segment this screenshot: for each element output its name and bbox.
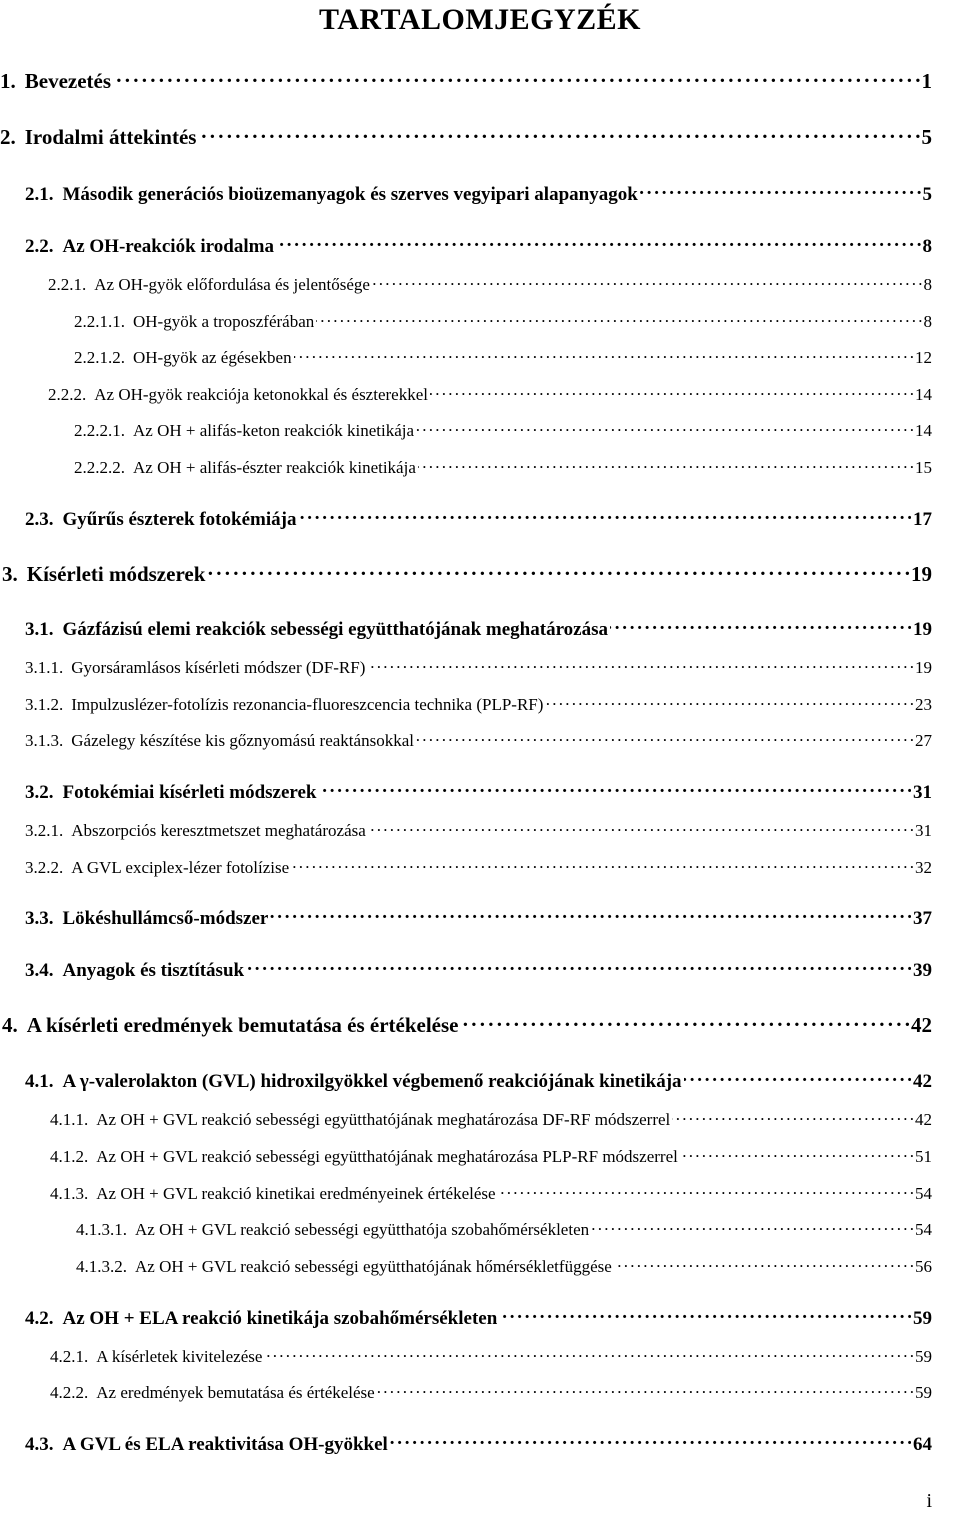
toc-entry-title: A kísérletek kivitelezése [96,1347,263,1366]
toc-entry-page: 12 [915,348,932,367]
toc-entry[interactable] [25,957,932,982]
toc-entry[interactable] [0,123,932,150]
toc-entry[interactable] [50,1381,932,1403]
toc-entry-page: 8 [923,312,932,331]
toc-entry-title: Az OH-gyök előfordulása és jelentősége [94,275,370,294]
toc-entry[interactable] [50,1182,932,1204]
toc-entry-title: Gyűrűs észterek fotokémiája [62,509,297,530]
dot-leader [430,383,913,400]
toc-entry-number: 4.1. [25,1071,54,1092]
toc-entry-number: 2.1. [25,184,54,205]
toc-entry[interactable] [25,181,932,206]
toc-entry-title: Lökéshullámcső-módszer [62,908,269,929]
toc-entry-title: Az OH + GVL reakció kinetikai eredményeinek értékelése [96,1184,496,1203]
toc-entry-number: 4.2.2. [50,1383,89,1402]
toc-entry-number: 3.3. [25,908,54,929]
toc-entry-page: 51 [915,1147,932,1166]
toc-entry-title: Második generációs bioüzemanyagok és szerves vegyipari alapanyagok [62,184,638,205]
dot-leader [270,905,911,924]
toc-entry-number: 2.2.1.1. [74,312,125,331]
dot-leader [614,1255,913,1272]
dot-leader [372,273,922,290]
toc-entry-page: 15 [915,458,932,477]
toc-entry-number: 3.1.1. [25,658,64,677]
toc-entry-title: Az OH + GVL reakció sebességi együtthatója szobahőmérsékleten [135,1220,590,1239]
page-title: TARTALOMJEGYZÉK [318,3,642,36]
toc-entry-title: Gázelegy készítése kis gőznyomású reaktánsokkal [71,731,414,750]
dot-leader [377,1381,913,1398]
toc-entry-number: 4.2. [25,1308,54,1329]
toc-entry-title: Kísérleti módszerek [26,562,206,586]
toc-entry-page: 42 [915,1110,932,1129]
dot-leader [545,693,913,710]
toc-entry-page: 23 [915,695,932,714]
toc-entry-page: 19 [913,619,932,640]
toc-entry-number: 4.1.3.2. [76,1257,127,1276]
toc-entry[interactable] [25,506,932,531]
toc-entry[interactable] [25,1431,932,1456]
toc-entry-title: Az eredmények bemutatása és értékelése [96,1383,375,1402]
toc-entry-number: 4.1.2. [50,1147,89,1166]
toc-entry-page: 54 [915,1184,932,1203]
toc-entry[interactable] [76,1218,932,1240]
toc-entry-page: 8 [923,275,932,294]
toc-entry-title: A γ-valerolakton (GVL) hidroxilgyökkel végbemenő reakciójának kinetikája [62,1071,682,1092]
toc-entry-title: Az OH + ELA reakció kinetikája szobahőmérsékleten [62,1308,498,1329]
toc-entry-title: Impulzuslézer-fotolízis rezonancia-fluoreszcencia technika (PLP-RF) [71,695,544,714]
toc-entry-number: 2.2.1.2. [74,348,125,367]
toc-entry[interactable] [2,1011,932,1038]
toc-entry[interactable] [25,856,932,878]
toc-entry[interactable] [25,819,932,841]
toc-entry-page: 17 [913,509,932,530]
dot-leader [680,1145,913,1162]
toc-entry-page: 14 [915,421,932,440]
toc-entry-title: Az OH-reakciók irodalma [62,236,274,257]
toc-entry-number: 2.3. [25,509,54,530]
dot-leader [316,310,921,327]
toc-entry-title: Gázfázisú elemi reakciók sebességi együtthatójának meghatározása [62,619,608,640]
toc-entry-title: Az OH + GVL reakció sebességi együtthatójának hőmérsékletfüggése [135,1257,612,1276]
toc-entry[interactable] [2,560,932,587]
toc-entry-page: 59 [915,1383,932,1402]
dot-leader [591,1218,913,1235]
toc-entry[interactable] [25,779,932,804]
toc-entry-page: 5 [921,125,932,149]
toc-entry-title: OH-gyök a troposzférában [133,312,315,331]
toc-entry[interactable] [76,1255,932,1277]
toc-entry-title: Gyorsáramlásos kísérleti módszer (DF-RF) [71,658,366,677]
toc-entry-number: 2.2.2.1. [74,421,125,440]
toc-entry[interactable] [74,346,932,368]
toc-entry[interactable] [74,310,932,332]
dot-leader [246,957,911,976]
toc-entry-number: 4.3. [25,1434,54,1455]
toc-entry-number: 4.1.3. [50,1184,89,1203]
toc-entry-title: Az OH + alifás-keton reakciók kinetikája [133,421,415,440]
dot-leader [672,1108,913,1125]
toc-entry-number: 2.2.2.2. [74,458,125,477]
toc-entry-page: 39 [913,960,932,981]
toc-entry[interactable] [25,693,932,715]
toc-entry-number: 3. [2,562,18,586]
dot-leader [298,506,911,525]
toc-entry-number: 3.2.1. [25,821,64,840]
toc-entry-title: A kísérleti eredmények bemutatása és értékelése [26,1013,459,1037]
toc-entry[interactable] [50,1108,932,1130]
dot-leader [198,123,919,144]
toc-entry-title: Fotokémiai kísérleti módszerek [62,782,317,803]
dot-leader [610,616,911,635]
toc-entry-page: 42 [913,1071,932,1092]
toc-entry[interactable] [25,1305,932,1330]
toc-entry-page: 27 [915,731,932,750]
toc-entry-page: 19 [911,562,932,586]
toc-entry[interactable] [25,616,932,641]
toc-entry-title: Az OH + GVL reakció sebességi együtthatójának meghatározása DF-RF módszerrel [96,1110,671,1129]
toc-entry-number: 4. [2,1013,18,1037]
toc-entry[interactable] [25,729,932,751]
toc-entry-title: Az OH-gyök reakciója ketonokkal és észterekkel [94,385,428,404]
toc-entry-page: 64 [913,1434,932,1455]
toc-entry-number: 2.2.1. [48,275,87,294]
toc-entry-title: Irodalmi áttekintés [24,125,197,149]
toc-entry[interactable] [74,456,932,478]
dot-leader [461,1011,909,1032]
toc-entry-page: 56 [915,1257,932,1276]
toc-entry[interactable] [0,67,932,94]
toc-entry-title: Az OH + GVL reakció sebességi együtthatójának meghatározása PLP-RF módszerrel [96,1147,678,1166]
toc-entry-number: 1. [0,69,16,93]
toc-entry-title: OH-gyök az égésekben [133,348,292,367]
toc-entry-number: 3.4. [25,960,54,981]
toc-entry-page: 31 [915,821,932,840]
dot-leader [294,346,913,363]
toc-entry-page: 54 [915,1220,932,1239]
dot-leader [498,1182,913,1199]
toc-entry-title: A GVL exciplex-lézer fotolízise [71,858,290,877]
dot-leader [319,779,912,798]
toc-entry-title: Az OH + alifás-észter reakciók kinetikája [133,458,416,477]
dot-leader [499,1305,911,1324]
toc-entry[interactable] [25,233,932,258]
toc-entry[interactable] [48,383,932,405]
dot-leader [291,856,913,873]
toc-entry-page: 5 [922,184,932,205]
toc-entry-page: 42 [911,1013,932,1037]
toc-entry[interactable] [50,1145,932,1167]
toc-entry[interactable] [25,656,932,678]
toc-entry-number: 3.1. [25,619,54,640]
toc-entry-page: 31 [913,782,932,803]
dot-leader [368,819,913,836]
toc-entry[interactable] [74,419,932,441]
toc-entry-page: 19 [915,658,932,677]
toc-entry-number: 3.1.3. [25,731,64,750]
toc-entry-page: 14 [915,385,932,404]
toc-entry-number: 2. [0,125,16,149]
toc-entry-title: Bevezetés [24,69,112,93]
dot-leader [640,181,921,200]
dot-leader [416,729,913,746]
dot-leader [416,419,913,436]
toc-entry-number: 2.2. [25,236,54,257]
toc-entry-page: 59 [913,1308,932,1329]
toc-entry-page: 32 [915,858,932,877]
dot-leader [418,456,913,473]
dot-leader [276,233,921,252]
toc-entry-page: 37 [913,908,932,929]
toc-entry-number: 3.2. [25,782,54,803]
toc-entry-title: Abszorpciós keresztmetszet meghatározása [71,821,366,840]
dot-leader [207,560,909,581]
toc-entry[interactable] [25,1068,932,1093]
toc-entry[interactable] [48,273,932,295]
toc-entry-number: 4.1.3.1. [76,1220,127,1239]
toc-entry-page: 1 [921,69,932,93]
dot-leader [367,656,913,673]
dot-leader [684,1068,911,1087]
toc-entry-page: 59 [915,1347,932,1366]
page-number: i [926,1490,932,1512]
toc-entry-number: 3.1.2. [25,695,64,714]
dot-leader [113,67,919,88]
dot-leader [390,1431,911,1450]
toc-entry-number: 4.1.1. [50,1110,89,1129]
dot-leader [264,1345,913,1362]
toc-entry-number: 4.2.1. [50,1347,89,1366]
toc-entry-number: 2.2.2. [48,385,87,404]
toc-entry-number: 3.2.2. [25,858,64,877]
toc-entry-page: 8 [922,236,932,257]
toc-entry[interactable] [25,905,932,930]
toc-entry-title: Anyagok és tisztításuk [62,960,245,981]
toc-entry[interactable] [50,1345,932,1367]
toc-entry-title: A GVL és ELA reaktivitása OH-gyökkel [62,1434,388,1455]
